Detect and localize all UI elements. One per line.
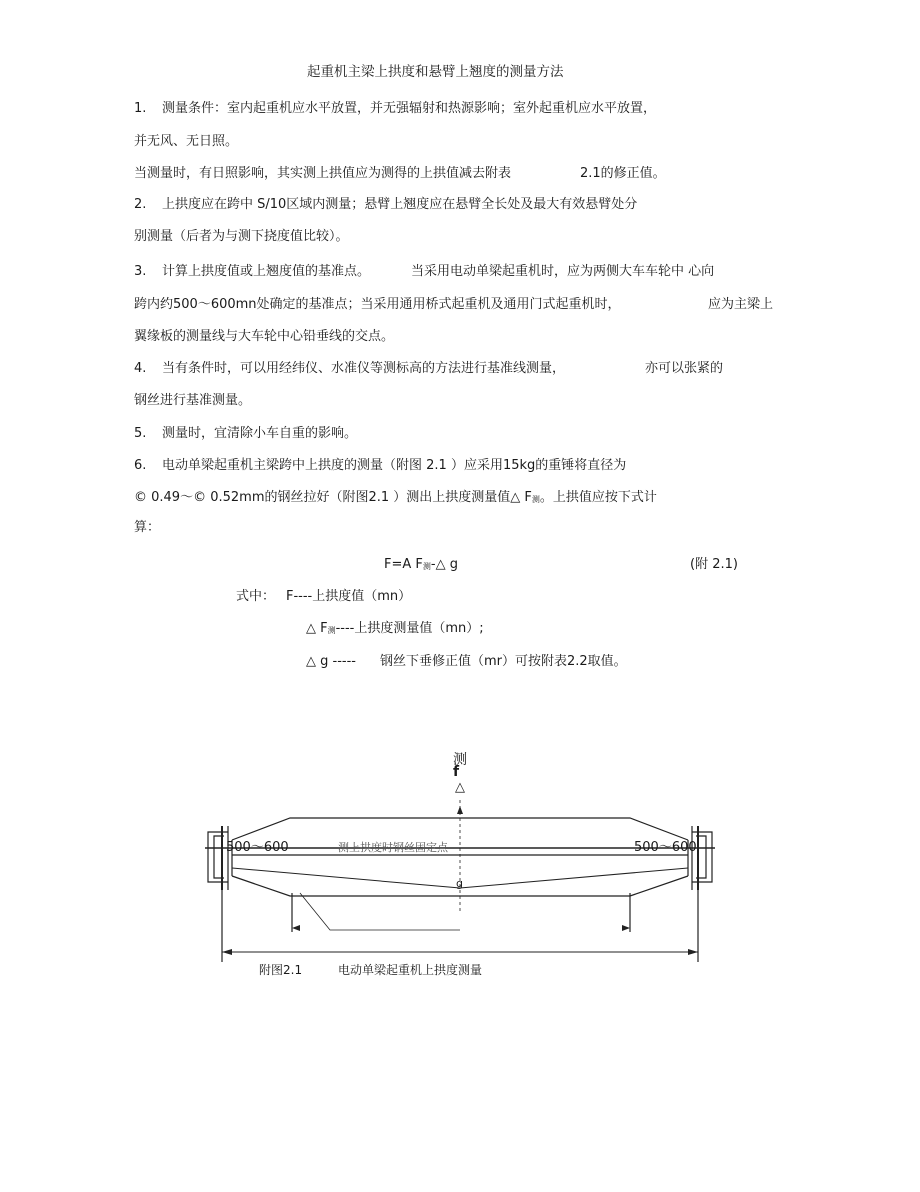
wire-fixing-point-note: 测上拱度时钢丝固定点 xyxy=(338,841,448,854)
definition-f-measured-symbol: △ F xyxy=(306,621,328,636)
item-2-text: 上拱度应在跨中 S/10区域内测量；悬臂上翘度应在悬臂全长处及最大有效悬臂处分 xyxy=(162,197,638,212)
figure-label-delta: △ xyxy=(455,780,465,795)
left-end-carriage xyxy=(208,826,228,890)
item-1-text: 测量条件：室内起重机应水平放置，并无强辐射和热源影响；室外起重机应水平放置， xyxy=(162,101,657,116)
item-5-text: 测量时，宜清除小车自重的影响。 xyxy=(162,426,358,441)
item-1-note: 当测量时，有日照影响，其实测上拱值应为测得的上拱值减去附表 xyxy=(134,166,512,181)
leader-line xyxy=(300,893,460,930)
right-end-carriage xyxy=(692,826,712,890)
item-6-text: 电动单梁起重机主梁跨中上拱度的测量（附图 2.1 ）应采用15kg的重锤将直径为 xyxy=(162,458,627,473)
definition-g-symbol: △ g ----- xyxy=(306,654,356,669)
item-6-line-2-end: 。上拱值应按下式计 xyxy=(539,490,657,505)
item-6-line-3: 算： xyxy=(134,520,161,535)
formula-rhs: -△ g xyxy=(430,557,458,572)
item-4-number: 4. xyxy=(134,361,147,376)
item-4-text-2: 亦可以张紧的 xyxy=(645,361,724,376)
item-4-continued: 钢丝进行基准测量。 xyxy=(134,393,252,408)
item-6-line-2-subscript: 测 xyxy=(531,495,540,504)
figure-label-f: f xyxy=(453,764,460,780)
item-3-text-2: 当采用电动单梁起重机时，应为两侧大车车轮中 心向 xyxy=(411,264,715,279)
left-dimension-label: 500～600 xyxy=(226,840,289,855)
item-3-text: 计算上拱度值或上翘度值的基准点。 xyxy=(162,264,371,279)
figure-caption-number: 附图2.1 xyxy=(259,963,303,977)
item-3-line-2: 跨内约500～600mn处确定的基准点；当采用通用桥式起重机及通用门式起重机时， xyxy=(134,297,621,312)
item-1-note-ref: 2.1的修正值。 xyxy=(580,166,666,181)
formula-subscript: 测 xyxy=(422,562,431,571)
page-title: 起重机主梁上拱度和悬臂上翘度的测量方法 xyxy=(307,64,564,80)
definition-f-measured-text: ----上拱度测量值（mn）; xyxy=(335,621,484,636)
right-dimension-label: 500～600 xyxy=(634,840,697,855)
definition-f-measured-subscript: 测 xyxy=(327,626,336,635)
definition-g-text: 钢丝下垂修正值（mr）可按附表2.2取值。 xyxy=(380,654,627,669)
formula-reference: (附 2.1) xyxy=(690,557,738,572)
item-5-number: 5. xyxy=(134,426,147,441)
item-2-continued: 别测量（后者为与测下挠度值比较）。 xyxy=(134,229,349,244)
item-3-line-2-end: 应为主梁上 xyxy=(708,297,774,312)
item-1-number: 1. xyxy=(134,101,147,116)
formula-lhs: F=A F xyxy=(384,557,423,572)
item-4-text: 当有条件时，可以用经纬仪、水准仪等测标高的方法进行基准线测量， xyxy=(162,361,566,376)
definition-f: F----上拱度值（mn） xyxy=(286,589,412,604)
item-2-number: 2. xyxy=(134,197,147,212)
figure-label-measure: 测 xyxy=(453,752,467,768)
item-3-line-3: 翼缘板的测量线与大车轮中心铅垂线的交点。 xyxy=(134,329,395,344)
item-6-line-2-text: © 0.49～© 0.52mm的钢丝拉好（附图2.1 ）测出上拱度测量值△ F xyxy=(134,490,532,505)
figure-label-g: g xyxy=(456,877,463,890)
item-3-number: 3. xyxy=(134,264,147,279)
item-1-continued: 并无风、无日照。 xyxy=(134,134,239,149)
item-6-number: 6. xyxy=(134,458,147,473)
figure-caption-text: 电动单梁起重机上拱度测量 xyxy=(338,963,483,977)
definitions-intro: 式中： xyxy=(236,589,276,604)
